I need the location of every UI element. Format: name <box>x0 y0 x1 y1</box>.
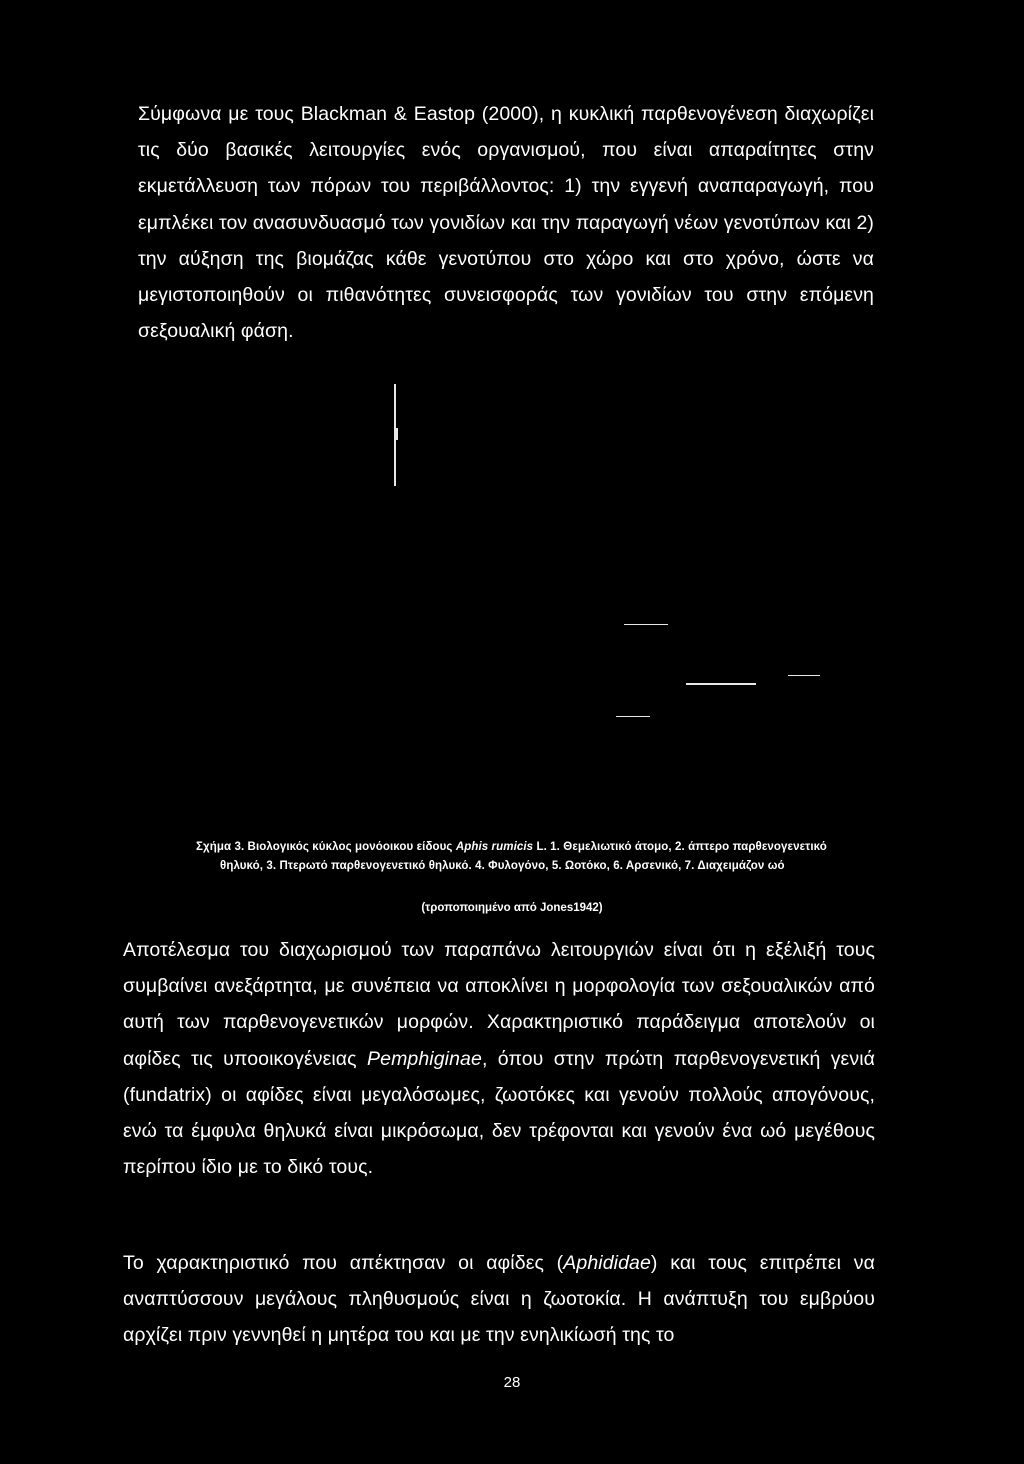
page-number: 28 <box>503 1374 521 1391</box>
paragraph-text: Σύμφωνα με τους Blackman & Eastop (2000), η κυκλική παρθενογένεση διαχωρίζει τις δύο βασικές λειτουργίες ενός οργανισμού, που είναι απαραίτητες στην εκμετάλλευση των πόρων του περιβάλλοντος: 1) την εγγενή αναπαραγωγή, που εμπλέκει τον ανασυνδυασμό των γονιδίων και την παραγωγή νέων γενοτύπων και 2) την αύξηση της βιομάζας κάθε γενοτύπου στο χώρο και στο χρόνο, ώστε να μεγιστοποιηθούν οι πιθανότητες συνεισφοράς των γονιδίων του στην επόμενη σεξουαλική φάση. <box>138 103 874 343</box>
paragraph-text: ) και τους επιτρέπει να αναπτύσσουν μεγάλους πληθυσμούς είναι η ζωοτοκία. Η ανάπτυξη του εμβρύου αρχίζει πριν γεννηθεί η μητέρα του και με την ενηλικίωσή της το <box>123 1252 875 1347</box>
caption-text-b: L. 1. Θεμελιωτικό άτομο, 2. άπτερο παρθενογενετικό <box>533 841 827 853</box>
figure-caption <box>196 838 876 876</box>
caption-species: Aphis rumicis <box>455 841 534 853</box>
paragraph-italic-taxon: Pemphiginae <box>367 1047 482 1070</box>
figure-vertical-tick <box>396 428 398 440</box>
figure-credit: (τροποποιημένο από Jones1942) <box>421 902 603 914</box>
paragraph-text: , όπου στην πρώτη παρθενογενετική γενιά (fundatrix) οι αφίδες είναι μεγαλόσωμες, ζωοτόκες και γενούν πολλούς απογόνους, ενώ τα έμφυλα θηλυκά είναι μικρόσωμα, δεν τρέφονται και γενούν ένα ωό μεγέθους περίπου ίδιο με το δικό τους. <box>123 1047 876 1179</box>
paragraph-pemphiginae <box>123 932 875 1185</box>
paragraph-italic-taxon: Aphididae <box>563 1252 651 1274</box>
figure-horizontal-line <box>788 675 820 676</box>
figure-horizontal-line <box>624 624 668 625</box>
paragraph-aphididae <box>123 1245 875 1354</box>
figure-horizontal-line <box>686 683 756 685</box>
caption-label: Σχήμα 3. <box>196 841 245 853</box>
paragraph-text: Αποτέλεσμα του διαχωρισμού των παραπάνω λειτουργιών είναι ότι η εξέλιξή τους συμβαίνει ανεξάρτητα, με συνέπεια να αποκλίνει η μορφολογία των σεξουαλικών από αυτή των παρθενογενετικών μορφών. Χαρακτηριστικό παράδειγμα αποτελούν οι αφίδες τις υποοικογένειας <box>123 939 875 1070</box>
paragraph-blackman-eastop <box>138 96 874 349</box>
paragraph-text: Το χαρακτηριστικό που απέκτησαν οι αφίδες ( <box>123 1252 564 1274</box>
figure-horizontal-line <box>616 716 650 717</box>
caption-line-2: θηλυκό, 3. Πτερωτό παρθενογενετικό θηλυκό. 4. Φυλογόνο, 5. Ωοτόκο, 6. Αρσενικό, 7. Διαχειμάζον ωό <box>220 860 785 872</box>
caption-text-a: Βιολογικός κύκλος μονόοικου είδους <box>244 841 456 853</box>
